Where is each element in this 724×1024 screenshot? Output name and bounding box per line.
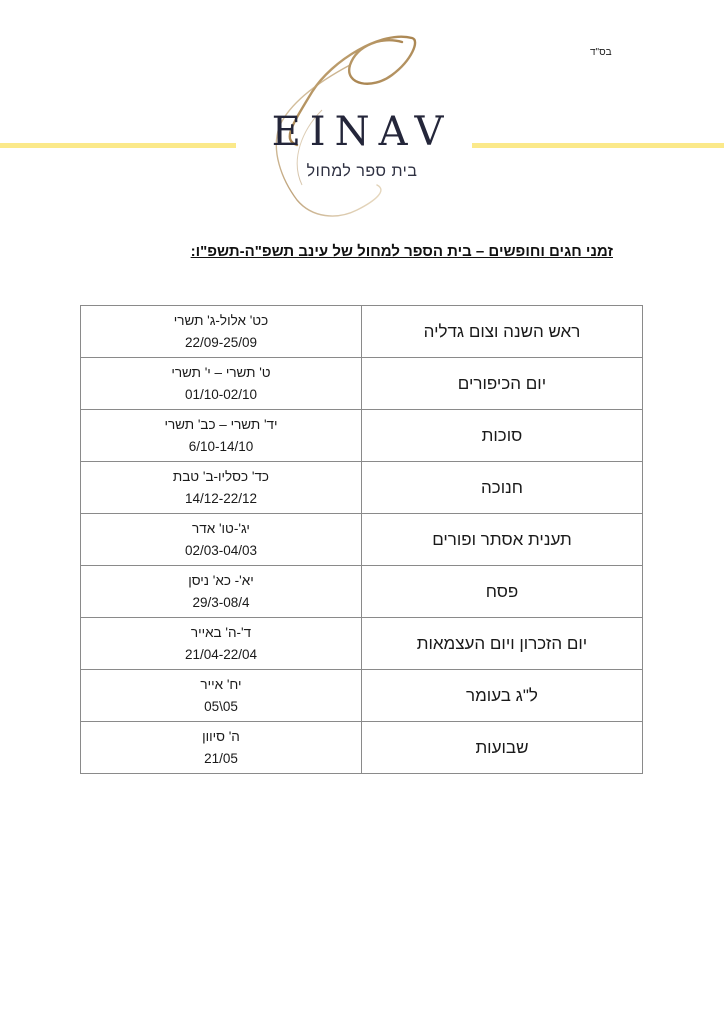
table-row xyxy=(81,410,643,462)
dates-cell xyxy=(81,358,362,410)
decorative-line-left xyxy=(0,143,236,148)
document-heading: זמני חגים וחופשים – בית הספר למחול של עינב תשפ"ה-תשפ"ו: xyxy=(190,243,613,260)
gregorian-date: 01/10-02/10 xyxy=(184,386,257,402)
holiday-name-cell: סוכות xyxy=(361,410,642,462)
holiday-name-cell: פסח xyxy=(361,566,642,618)
dates-cell xyxy=(81,514,362,566)
hebrew-date: יח' אייר xyxy=(200,676,242,692)
gregorian-date: 21/05 xyxy=(204,750,238,766)
dates-cell xyxy=(81,566,362,618)
hebrew-date: ד'-ה' באייר xyxy=(190,624,252,640)
table-row xyxy=(81,514,643,566)
holiday-name-cell: חנוכה xyxy=(361,462,642,514)
table-row xyxy=(81,722,643,774)
holiday-name-cell: יום הכיפורים xyxy=(361,358,642,410)
gregorian-date: 05\05 xyxy=(204,698,238,714)
dates-cell xyxy=(81,306,362,358)
table-row xyxy=(81,618,643,670)
dates-cell xyxy=(81,722,362,774)
hebrew-date: ט' תשרי – י' תשרי xyxy=(171,364,271,380)
holiday-name-cell: ראש השנה וצום גדליה xyxy=(361,306,642,358)
decorative-line-right xyxy=(472,143,724,148)
logo-subtitle: בית ספר למחול xyxy=(306,163,418,180)
table-row xyxy=(81,462,643,514)
holiday-name-cell: שבועות xyxy=(361,722,642,774)
gregorian-date: 02/03-04/03 xyxy=(184,542,257,558)
dates-cell xyxy=(81,670,362,722)
holiday-name-cell: ל"ג בעומר xyxy=(361,670,642,722)
holiday-name-cell: יום הזכרון ויום העצמאות xyxy=(361,618,642,670)
dates-cell xyxy=(81,618,362,670)
hebrew-date: כד' כסליו-ב' טבת xyxy=(172,468,270,484)
logo-wordmark: EINAV xyxy=(271,109,453,155)
gregorian-date: 14/12-22/12 xyxy=(184,490,257,506)
hebrew-date: ה' סיוון xyxy=(202,728,240,744)
gregorian-date: 21/04-22/04 xyxy=(184,646,257,662)
table-row xyxy=(81,306,643,358)
table-row xyxy=(81,566,643,618)
hebrew-date: יד' תשרי – כב' תשרי xyxy=(164,416,278,432)
dates-cell xyxy=(81,462,362,514)
dates-cell xyxy=(81,410,362,462)
holiday-schedule-table xyxy=(80,305,643,774)
bsd-mark: בס"ד xyxy=(590,47,612,58)
table-row xyxy=(81,670,643,722)
gregorian-date: 29/3-08/4 xyxy=(192,594,250,610)
table-row xyxy=(81,358,643,410)
gregorian-date: 22/09-25/09 xyxy=(184,334,257,350)
hebrew-date: יג'-טו' אדר xyxy=(192,520,250,536)
hebrew-date: כט' אלול-ג' תשרי xyxy=(173,312,269,328)
hebrew-date: יא'- כא' ניסן xyxy=(188,572,254,588)
holiday-name-cell: תענית אסתר ופורים xyxy=(361,514,642,566)
gregorian-date: 6/10-14/10 xyxy=(188,438,254,454)
